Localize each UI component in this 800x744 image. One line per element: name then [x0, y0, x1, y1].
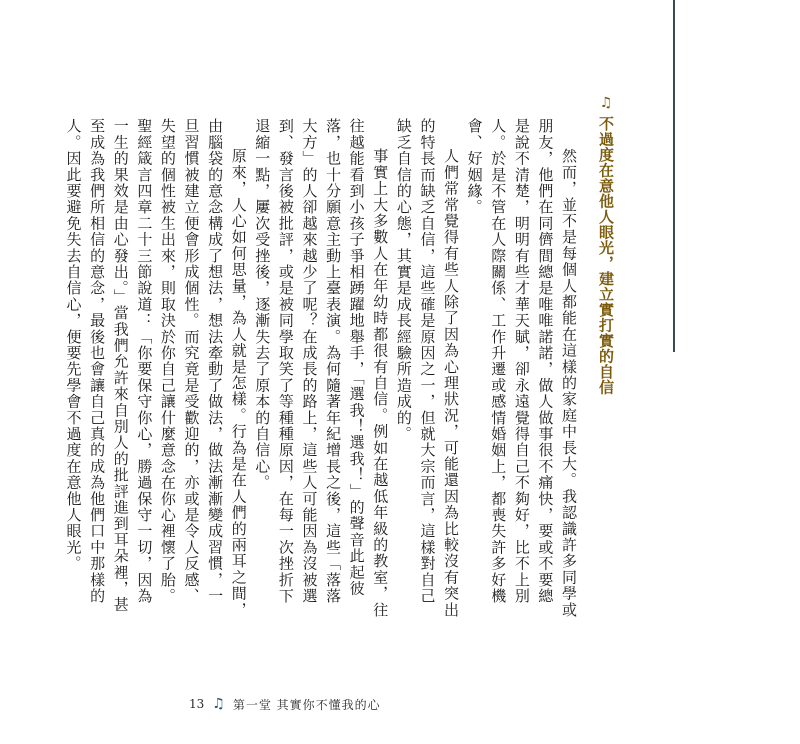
margin-rule [673, 0, 675, 352]
page-number: 13 [189, 697, 205, 711]
music-note-icon: ♫ [212, 696, 225, 712]
paragraph-3: 事實上大多數人在年幼時都很有自信。例如在越低年級的教室，往往越能看到小孩子爭相踴躍地舉手，「選我！選我！」的聲音此起彼落，也十分願意主動上臺表演。為何隨著年紀增長之後，這些「落落大方」的人卻越來越少了呢？在成長的路上，這些人可能因為沒被選到、發言後被批評，或是被同學取笑了等種種原因，在每一次挫折下退縮一點，屢次受挫後，逐漸失去了原本的自信心。 [253, 118, 390, 618]
paragraph-2: 人們常常覺得有些人除了因為心理狀況，可能還因為比較沒有突出的特長而缺乏自信，這些確是原因之一，但就大宗而言，這樣對自己缺乏自信的心態，其實是成長經驗所造成的。 [394, 118, 461, 618]
page-footer [189, 694, 381, 714]
paragraph-4: 原來，人心如何思量，為人就是怎樣。行為是在人們的兩耳之間，由腦袋的意念構成了想法，想法牽動了做法，做法漸漸變成習慣，一旦習慣被建立便會形成個性。而究竟是受歡迎的，亦或是令人反感、失望的個性被生出來，則取決於你自己讓什麼意念在你心裡懷了胎。聖經箴言四章二十三節說道：「你要保守你心，勝過保守一切，因為一生的果效是由心發出。」當我們允許來自別人的批評進到耳朵裡，甚至成為我們所相信的意念，最後也會讓自己真的成為他們口中那樣的人。因此要避免失去自信心，便要先學會不過度在意他人眼光。 [64, 118, 248, 618]
section-heading [594, 95, 618, 395]
paragraph-1: 然而，並不是每個人都能在這樣的家庭中長大。我認識許多同學或朋友，他們在同儕間總是唯唯諾諾，做人做事很不痛快，要或不要總是說不清楚，明明有些才華天賦，卻永遠覺得自己不夠好，比不上別人。於是不管在人際關係、工作升遷或感情婚姻上，都喪失許多好機會、好姻緣。 [465, 118, 578, 618]
chapter-title: 第一堂 其實你不懂我的心 [232, 697, 381, 712]
body-text [64, 118, 580, 618]
music-note-icon: ♫ [598, 95, 614, 112]
section-heading-text: 不過度在意他人眼光，建立實打實的自信 [597, 115, 615, 395]
